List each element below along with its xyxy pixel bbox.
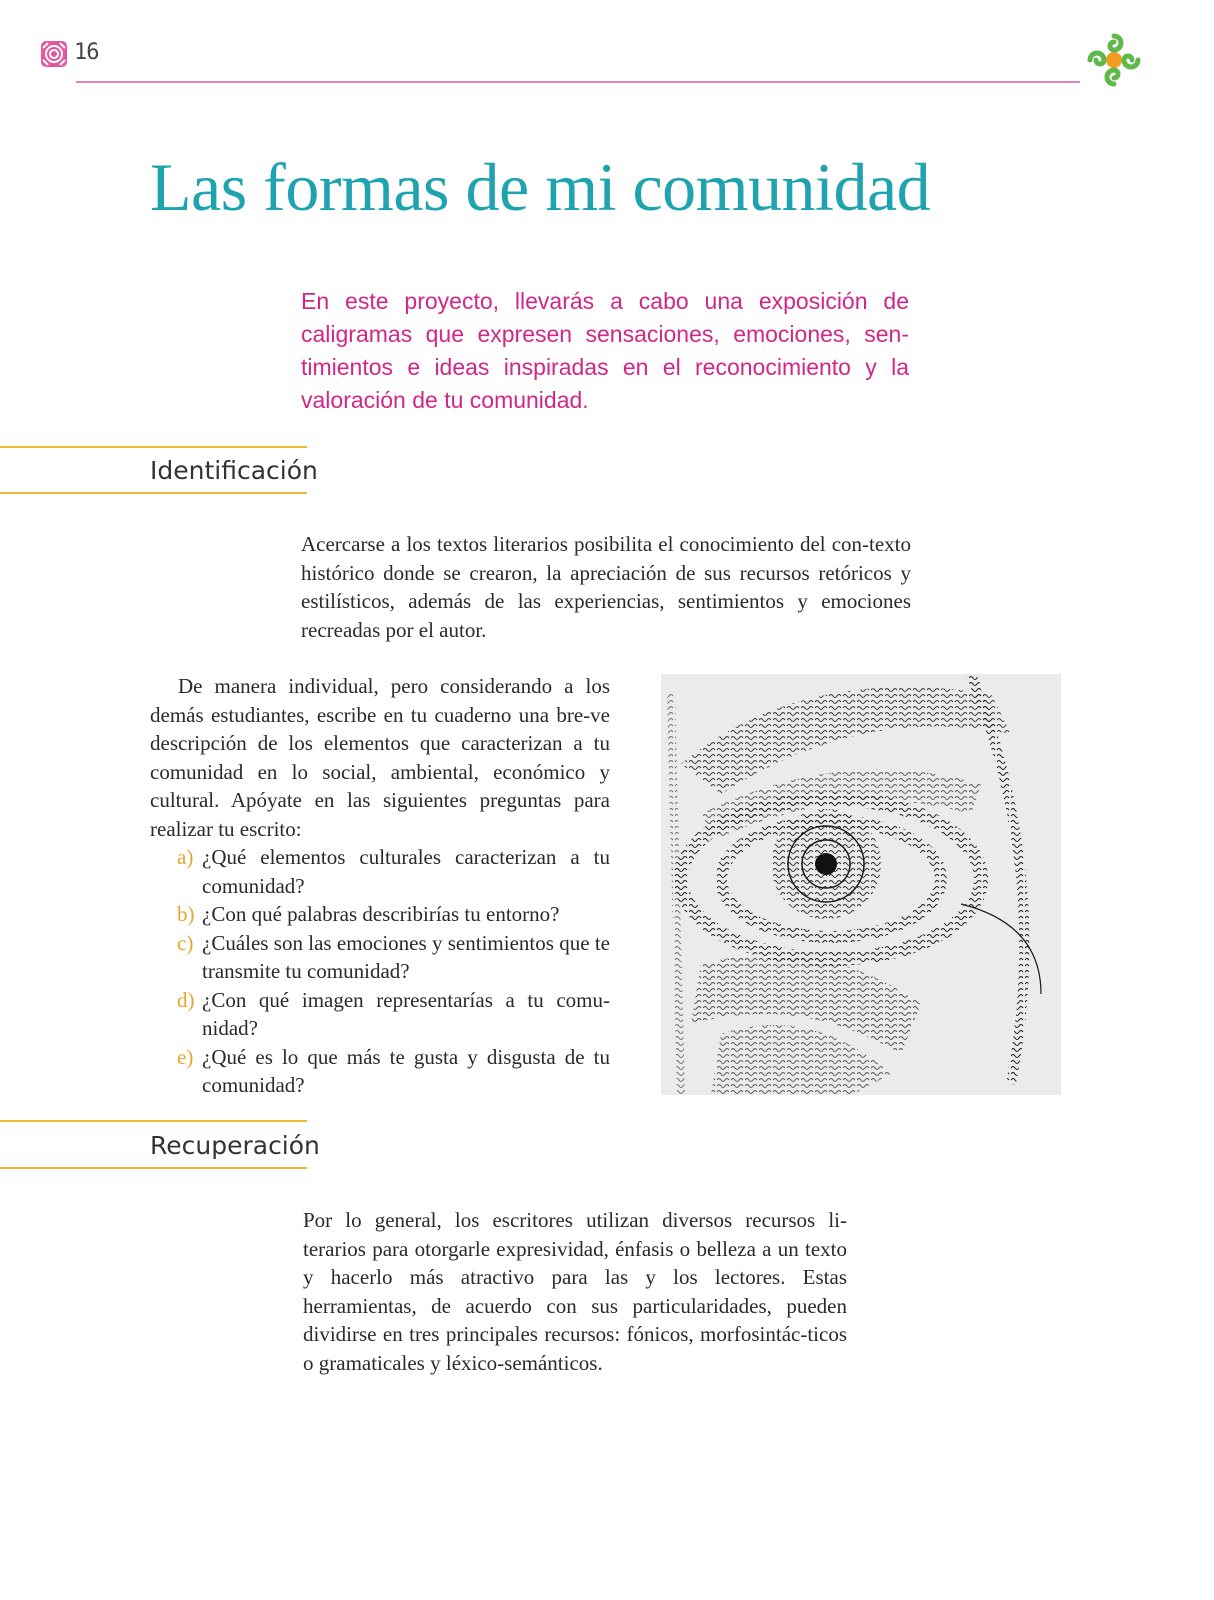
header-rule [76,81,1080,83]
section-rule-top [0,1120,307,1122]
list-item [150,843,610,900]
list-text: ¿Con qué imagen representarías a tu comu-nidad? [202,987,610,1040]
section-rule-bottom [0,1167,307,1169]
list-item [150,986,610,1043]
intro-text: En este proyecto, llevarás a cabo una exposición de caligramas que expresen sensaciones, emociones, sen-timientos e ideas inspiradas en el reconocimiento y la valoración de tu comunidad. [301,288,909,413]
list-text: ¿Qué elementos culturales caracterizan a tu comunidad? [202,845,610,898]
list-text: ¿Qué es lo que más te gusta y disgusta de tu comunidad? [202,1044,610,1097]
list-letter: a) [177,845,194,869]
section-rule-bottom [0,492,307,494]
paragraph-recuperacion: Por lo general, los escritores utilizan diversos recursos li-terarios para otorgarle expresividad, énfasis o belleza a un texto y hacerlo más atractivo para las y los lectores. Estas herramientas, de acuerdo con sus particularidades, pueden dividirse en tres principales recursos: fónicos, morfosintác-ticos o gramaticales y léxico-semánticos. [303,1208,847,1375]
page-number: 16 [74,40,99,65]
aztec-glyph-icon [40,40,68,68]
paragraph-instructions: De manera individual, pero considerando a los demás estudiantes, escribe en tu cuaderno una bre-ve descripción de los elementos que caracterizan a tu comunidad en lo social, ambiental, económico y cultural. Apóyate en las siguientes preguntas para realizar tu escrito: [150,674,610,841]
list-text: ¿Cuáles son las emociones y sentimientos que te transmite tu comunidad? [202,930,610,983]
list-letter: d) [177,987,195,1012]
list-text: ¿Con qué palabras describirías tu entorno? [202,902,560,926]
paragraph-identificacion-intro: Acercarse a los textos literarios posibilita el conocimiento del con-texto histórico donde se crearon, la apreciación de sus recursos retóricos y estilísticos, además de las experiencias, sentimientos y emociones recreadas por el autor. [301,532,911,642]
question-list [150,843,610,1100]
list-item [150,900,610,929]
list-item [150,929,610,986]
flower-logo-icon [1084,30,1144,90]
section-heading-identificacion: Identificación [150,456,318,485]
identificacion-column [150,672,610,1100]
section-heading-recuperacion: Recuperación [150,1131,320,1160]
list-letter: c) [177,930,194,955]
list-letter: b) [177,902,195,926]
list-letter: e) [177,1044,194,1069]
section-rule-top [0,446,307,448]
calligram-eye-image [661,674,1061,1095]
page-title: Las formas de mi comunidad [150,149,931,225]
list-item [150,1043,610,1100]
